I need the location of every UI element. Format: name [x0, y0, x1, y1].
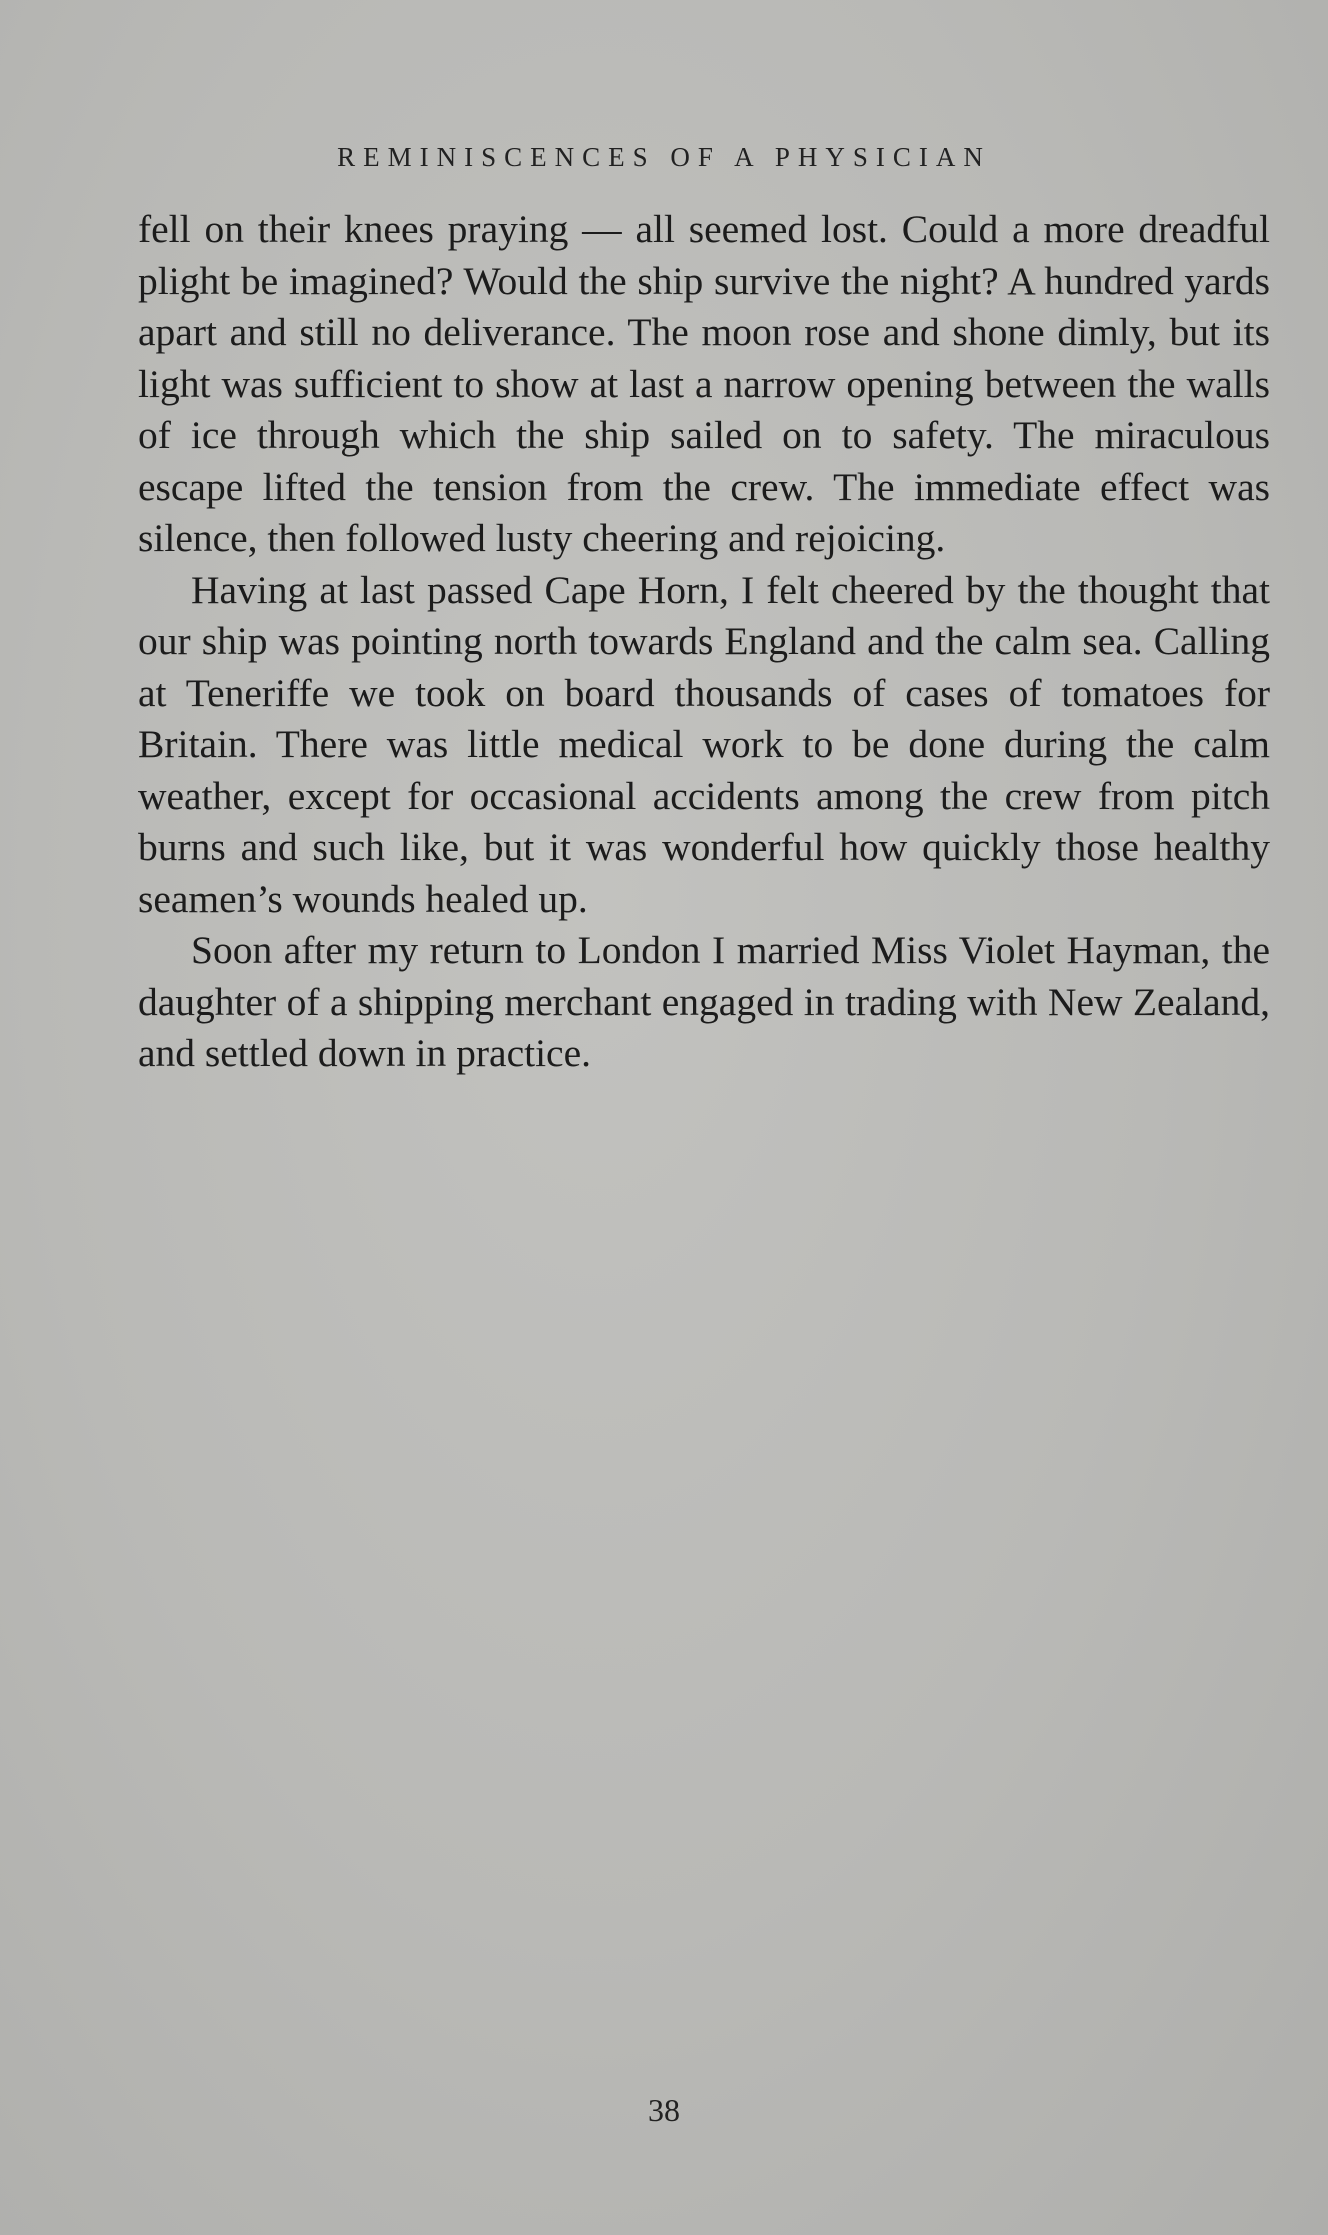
- paragraph-continuation: fell on their knees praying — all seemed lost. Could a more dreadful plight be imagined? Would the ship survive the night? A hundred yards apart and still no deliverance. The moon rose and shone dimly, but its light was sufficient to show at last a narrow opening between the walls of ice through which the ship sailed on to safety. The miraculous escape lifted the tension from the crew. The immediate effect was silence, then followed lusty cheering and rejoicing.: [138, 207, 1270, 560]
- paragraph-cape-horn: Having at last passed Cape Horn, I felt cheered by the thought that our ship was pointing north towards England and the calm sea. Calling at Teneriffe we took on board thousands of cases of tomatoes for Britain. There was little medical work to be done during the calm weather, except for occasional accidents among the crew from pitch burns and such like, but it was wonderful how quickly those healthy seamen’s wounds healed up.: [138, 567, 1270, 921]
- page-number: 38: [648, 2092, 680, 2128]
- running-head: REMINISCENCES OF A PHYSICIAN: [337, 142, 991, 172]
- paragraph-marriage: Soon after my return to London I married Miss Violet Hayman, the daughter of a shipping merchant engaged in trading with New Zealand, and settled down in practice.: [138, 928, 1270, 1075]
- body-text: [138, 204, 1270, 1080]
